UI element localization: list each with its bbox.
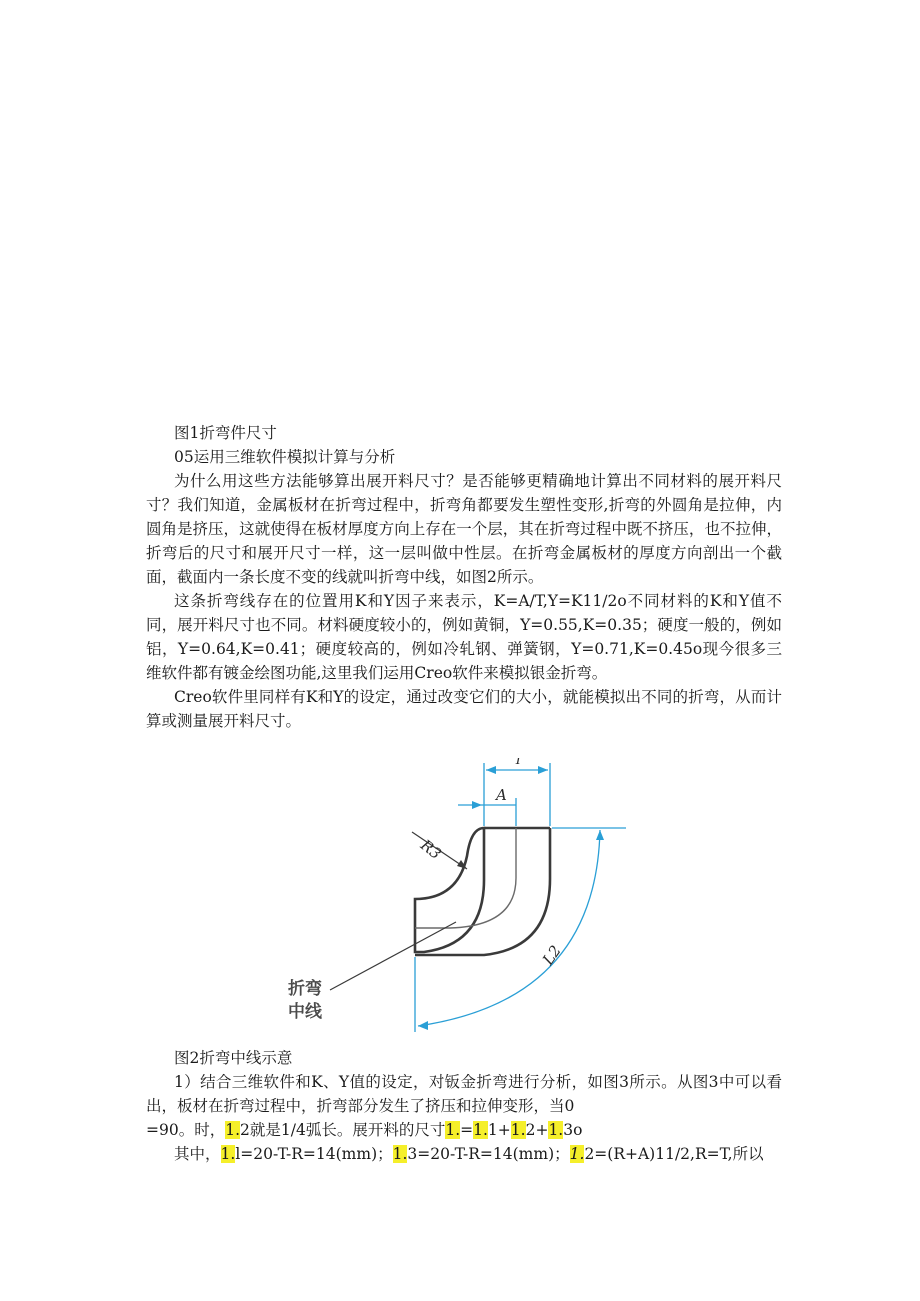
label-a: A [496, 786, 507, 804]
highlight-symbol: 1. [220, 1145, 236, 1163]
paragraph-4: 1）结合三维软件和K、Y值的设定，对钣金折弯进行分析，如图3所示。从图3中可以看出，板材在折弯过程中，折弯部分发生了挤压和拉伸变形，当0 [146, 1073, 782, 1115]
paragraph-3: Creo软件里同样有K和Y的设定，通过改变它们的大小，就能模拟出不同的折弯，从而计算或测量展开料尺寸。 [146, 688, 782, 730]
highlight-symbol: 1. [510, 1121, 526, 1139]
section-title: 05运用三维软件模拟计算与分析 [174, 448, 396, 466]
upper-text [146, 421, 782, 733]
bend-diagram-svg [260, 758, 640, 1048]
label-neutral-line-2: 中线 [288, 1002, 322, 1022]
paragraph-2: 这条折弯线存在的位置用K和Y因子来表示，K=A/T,Y=K11∕2o不同材料的K和Y值不同，展开料尺寸也不同。材料硬度较小的，例如黄铜，Y=0.55,K=0.35；硬度一般的，例如铝，Y=0.64,K=0.41；硬度较高的，例如冷轧钢、弹簧钢，Y=0.71,K=0.45o现今很多三维软件都有镀金绘图功能,这里我们运用Creo软件来模拟银金折弯。 [146, 592, 782, 682]
figure1-caption: 图1折弯件尺寸 [174, 424, 277, 442]
dim-t-arrow-right [538, 766, 548, 774]
last-line: 其中，1.l=20-T-R=14(mm)；1.3=20-T-R=14(mm)；1.2=(R+A)11∕2,R=T,所以 [174, 1145, 764, 1163]
label-t: T [514, 758, 523, 768]
figure2-bend-diagram [260, 758, 640, 1048]
formula-line: =90。时，1.2就是1/4弧长。展开料的尺寸1.=1.1+1.2+1.3o [146, 1121, 583, 1139]
highlight-symbol: 1. [569, 1145, 585, 1163]
highlight-symbol: 1. [225, 1121, 241, 1139]
dim-a-arrow [472, 801, 482, 809]
dim-l2-arrow-top [596, 830, 604, 840]
label-r3: R3 [417, 835, 445, 863]
highlight-symbol: 1. [392, 1145, 408, 1163]
figure2-caption: 图2折弯中线示意 [174, 1049, 293, 1067]
highlight-symbol: 1. [473, 1121, 488, 1139]
paragraph-1: 为什么用这些方法能够算出展开料尺寸？是否能够更精确地计算出不同材料的展开料尺寸？我们知道，金属板材在折弯过程中，折弯角都要发生塑性变形,折弯的外圆角是拉伸，内圆角是挤压，这就使得在板材厚度方向上存在一个层，其在折弯过程中既不挤压，也不拉伸，折弯后的尺寸和展开尺寸一样，这一层叫做中性层。在折弯金属板材的厚度方向剖出一个截面，截面内一条长度不变的线就叫折弯中线，如图2所示。 [146, 472, 782, 586]
highlight-symbol: 1. [445, 1121, 461, 1139]
highlight-symbol: 1. [548, 1121, 564, 1139]
dim-t-arrow-left [486, 766, 496, 774]
label-neutral-line-1: 折弯 [288, 979, 322, 999]
label-l2: L2 [538, 941, 565, 969]
dim-l2-arrow-left [418, 1021, 428, 1030]
lower-text [146, 1046, 782, 1166]
